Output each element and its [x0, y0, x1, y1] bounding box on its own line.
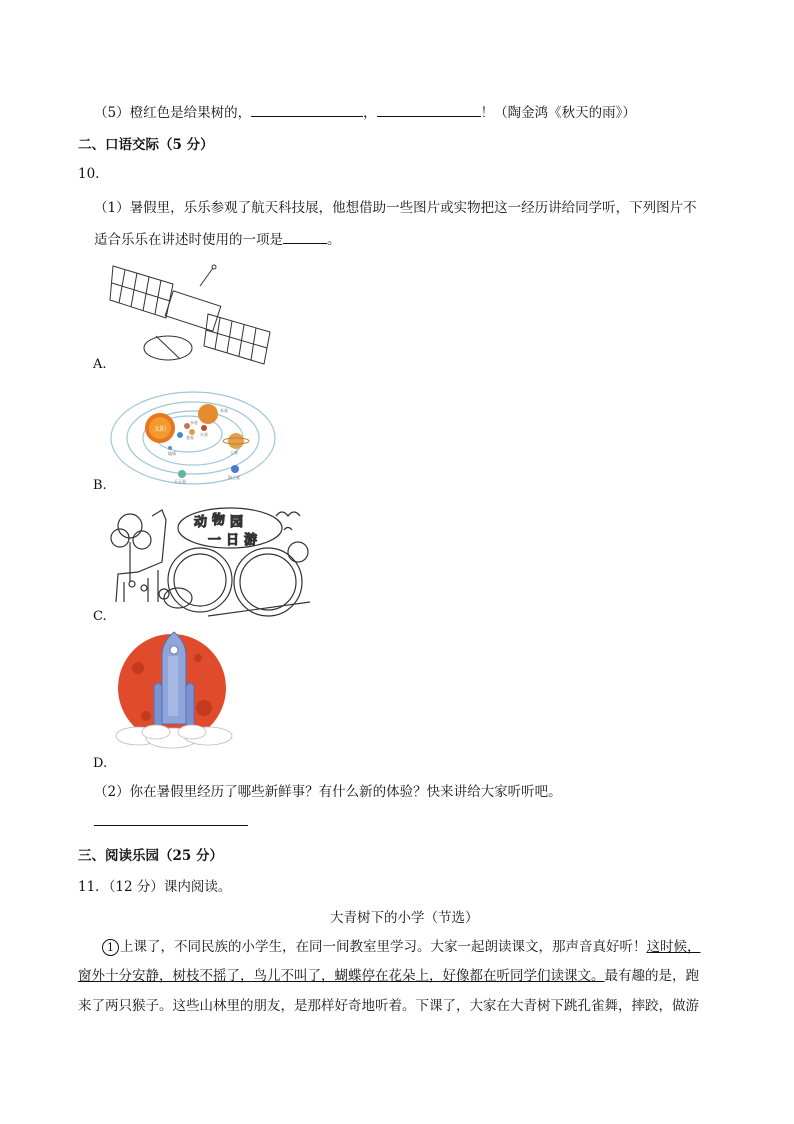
answer-blank[interactable]	[251, 103, 363, 117]
passage-text: 最有趣的是，跑	[604, 968, 699, 984]
passage-line-1	[102, 935, 701, 956]
section-heading: 二、口语交际（5 分）	[78, 137, 214, 153]
option-b-label[interactable]: B.	[93, 478, 107, 493]
question-9-5	[94, 101, 636, 121]
section-heading: 三、阅读乐园（25 分）	[78, 848, 223, 864]
solar-label: 火星	[200, 432, 208, 437]
solar-label-sun: 太阳	[154, 426, 167, 433]
solar-label: 天王星	[174, 479, 186, 484]
zoo-trip-picture	[108, 502, 310, 620]
passage-line-2	[78, 964, 699, 984]
q9-5-suffix: ！（陶金鸿《秋天的雨》）	[480, 105, 636, 121]
answer-line[interactable]	[94, 825, 248, 826]
question-10-1-line2	[94, 228, 341, 248]
zoo-title-char: 物	[212, 513, 226, 528]
q9-5-prefix: （5）橙红色是给果树的，	[94, 105, 252, 121]
zoo-title-char: 游	[244, 533, 258, 548]
question-11-intro: 11．（12 分）课内阅读。	[78, 879, 232, 895]
passage-underlined: 窗外十分安静，树枝不摇了，鸟儿不叫了，蝴蝶停在花朵上，好像都在听同学们读课文。	[78, 968, 605, 984]
answer-blank[interactable]	[377, 103, 481, 117]
paragraph-number: 1	[102, 939, 119, 956]
solar-label: 地球	[168, 451, 176, 456]
passage-text: 上课了，不同民族的小学生，在同一间教室里学习。大家一起朗读课文，那声音真好听！	[120, 939, 647, 955]
solar-label: 金星	[186, 435, 194, 440]
answer-blank[interactable]	[283, 230, 327, 244]
q10-1-end: 。	[327, 232, 341, 248]
question-number: 10.	[78, 166, 100, 182]
solar-label: 海王星	[228, 475, 240, 480]
solar-system-picture	[108, 388, 278, 488]
passage-underlined: 这时候，	[646, 939, 701, 955]
satellite-picture	[108, 256, 278, 366]
option-c-label[interactable]: C.	[93, 609, 107, 624]
zoo-title-char: 一	[208, 533, 222, 548]
solar-label: 木星	[220, 408, 228, 413]
option-a-label[interactable]: A.	[93, 357, 107, 372]
q9-5-sep: ，	[363, 105, 377, 121]
option-d-label[interactable]: D.	[93, 756, 108, 771]
zoo-title-char: 动	[194, 515, 208, 530]
rocket-picture	[108, 628, 236, 750]
solar-label: 土星	[230, 450, 238, 455]
zoo-title-char: 日	[226, 533, 240, 548]
passage-title: 大青树下的小学（节选）	[330, 910, 479, 926]
zoo-title-char: 园	[230, 515, 244, 530]
passage-line-3: 来了两只猴子。这些山林里的朋友，是那样好奇地听着。下课了，大家在大青树下跳孔雀舞，摔跤，做游	[78, 998, 699, 1014]
solar-label: 水星	[190, 420, 198, 425]
question-10-1-line1: （1）暑假里，乐乐参观了航天科技展，他想借助一些图片或实物把这一经历讲给同学听，下列图片不	[94, 200, 697, 216]
q10-1-text: 适合乐乐在讲述时使用的一项是	[94, 232, 283, 248]
question-10-2: （2）你在暑假里经历了哪些新鲜事？有什么新的体验？快来讲给大家听听吧。	[94, 784, 562, 800]
